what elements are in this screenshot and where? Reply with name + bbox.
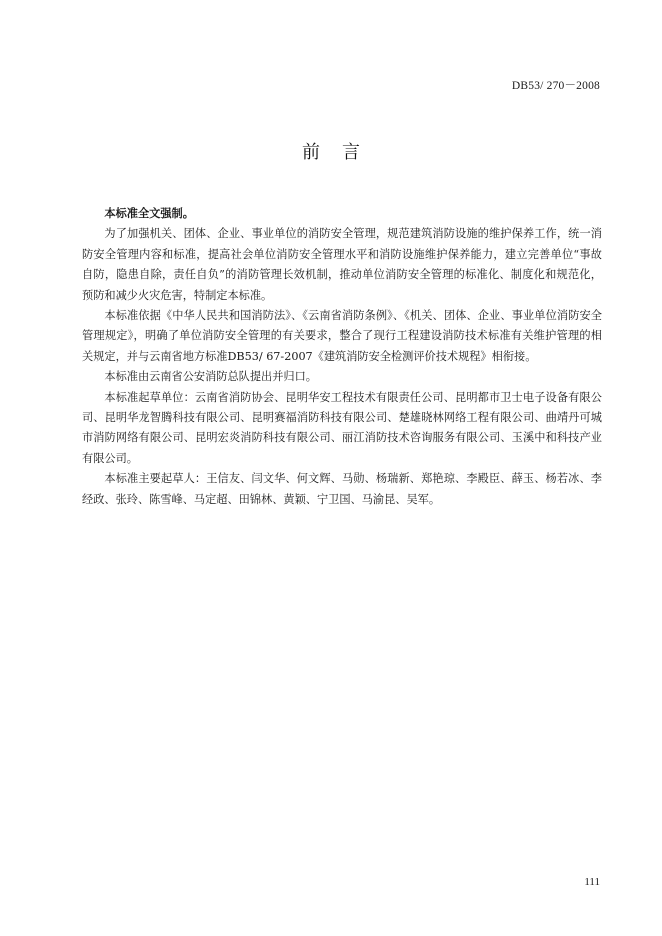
page-number: 111	[584, 876, 600, 888]
page-title: 前言	[302, 142, 382, 163]
foreword-body	[82, 204, 602, 510]
basis-paragraph: 本标准依据《中华人民共和国消防法》、《云南省消防条例》、《机关、团体、企业、事业单位消防安全管理规定》，明确了单位消防安全管理的有关要求，整合了现行工程建设消防技术标准有关维护管理的相关规定，并与云南省地方标准DB53/ 67-2007《建筑消防安全检测评价技术规程》相衔接。	[82, 309, 602, 363]
mandatory-statement: 本标准全文强制。	[104, 207, 194, 220]
drafting-units-paragraph: 本标准起草单位：云南省消防协会、昆明华安工程技术有限责任公司、昆明都市卫士电子设备有限公司、昆明华龙智腾科技有限公司、昆明赛福消防科技有限公司、楚雄晓林网络工程有限公司、曲靖丹可城市消防网络有限公司、昆明宏炎消防科技有限公司、丽江消防技术咨询服务有限公司、玉溪中和科技产业有限公司。	[82, 390, 602, 465]
standard-code: DB53/ 270－2008	[511, 80, 600, 92]
purpose-paragraph: 为了加强机关、团体、企业、事业单位的消防安全管理，规范建筑消防设施的维护保养工作，统一消防安全管理内容和标准，提高社会单位消防安全管理水平和消防设施维护保养能力，建立完善单位“事故自防，隐患自除，责任自负”的消防管理长效机制，推动单位消防安全管理的标准化、制度化和规范化，预防和减少火灾危害，特制定本标准。	[82, 227, 602, 302]
proposer-paragraph: 本标准由云南省公安消防总队提出并归口。	[104, 370, 317, 384]
drafters-paragraph: 本标准主要起草人：王信友、闫文华、何文辉、马勋、杨瑞新、郑艳琼、李殿臣、薛玉、杨若冰、李经政、张玲、陈雪峰、马定超、田锦林、黄颖、宁卫国、马渝昆、吴军。	[82, 472, 602, 506]
